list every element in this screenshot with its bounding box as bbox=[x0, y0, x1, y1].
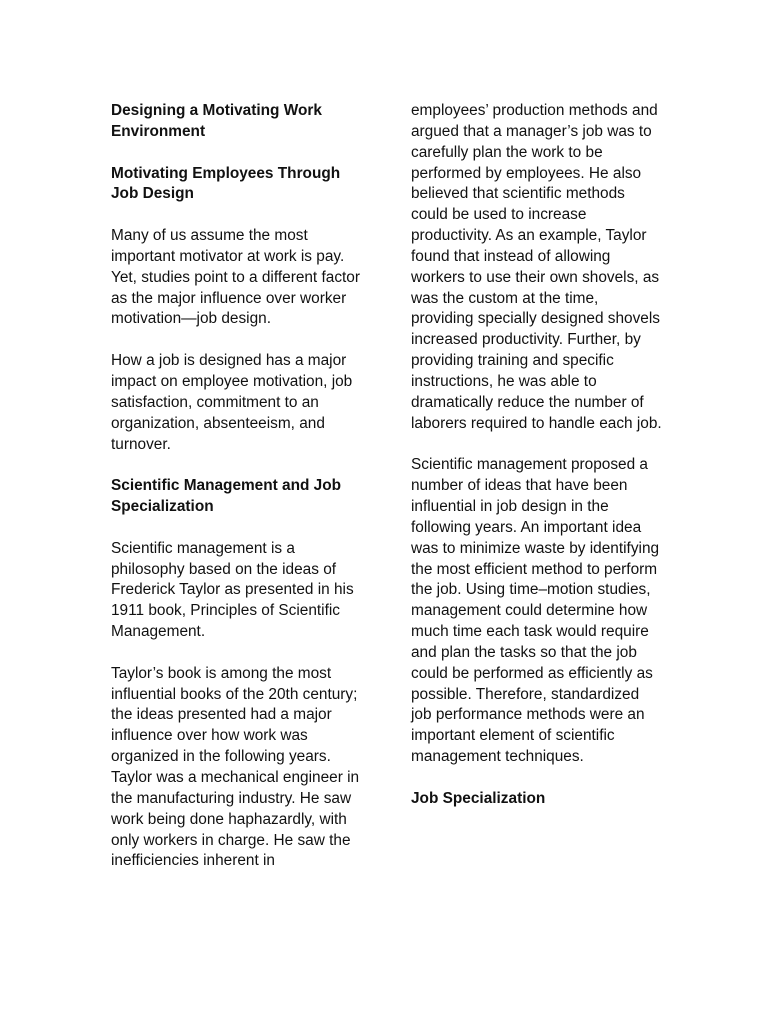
section-heading-motivating-employees: Motivating Employees Through Job Design bbox=[111, 164, 341, 203]
left-column bbox=[111, 101, 363, 872]
paragraph-taylor-methods: employees’ production methods and argued that a manager’s job was to carefully plan the work to be performed by employees. He also believed that scientific methods could be used to increase productivity. As an example, Taylor found that instead of allowing workers to use their own shovels, as was the custom at the time, providing specially designed shovels increased productivity. Further, by providing training and specific instructions, he was able to dramatically reduce the number of laborers required to handle each job. bbox=[411, 102, 662, 432]
paragraph-job-design-impact: How a job is designed has a major impact on employee motivation, job satisfaction, commitment to an organization, absenteeism, and turnover. bbox=[111, 352, 353, 453]
paragraph-scientific-management-ideas: Scientific management proposed a number of ideas that have been influential in job design in the following years. An important idea was to minimize waste by identifying the most efficient method to perform the job. Using time–motion studies, management could determine how much time each task would require and plan the tasks so that the job could be performed as efficiently as possible. Therefore, standardized job performance methods were an important element of scientific management techniques. bbox=[411, 456, 660, 766]
paragraph-scientific-management-definition: Scientific management is a philosophy based on the ideas of Frederick Taylor as presented in his 1911 book, Principles of Scientific Management. bbox=[111, 539, 354, 641]
section-heading-job-specialization: Job Specialization bbox=[411, 789, 546, 807]
paragraph-taylor-book: Taylor’s book is among the most influential books of the 20th century; the ideas presented had a major influence over how work was organized in the following years. Taylor was a mechanical engineer in the manufacturing industry. He saw work being done haphazardly, with only workers in charge. He saw the inefficiencies inherent in bbox=[111, 664, 360, 870]
right-column bbox=[411, 101, 663, 810]
paragraph-pay-motivator: Many of us assume the most important motivator at work is pay. Yet, studies point to a different factor as the major influence over worker motivation—job design. bbox=[111, 227, 360, 328]
document-title: Designing a Motivating Work Environment bbox=[111, 102, 322, 140]
section-heading-scientific-management: Scientific Management and Job Specialization bbox=[111, 477, 342, 516]
